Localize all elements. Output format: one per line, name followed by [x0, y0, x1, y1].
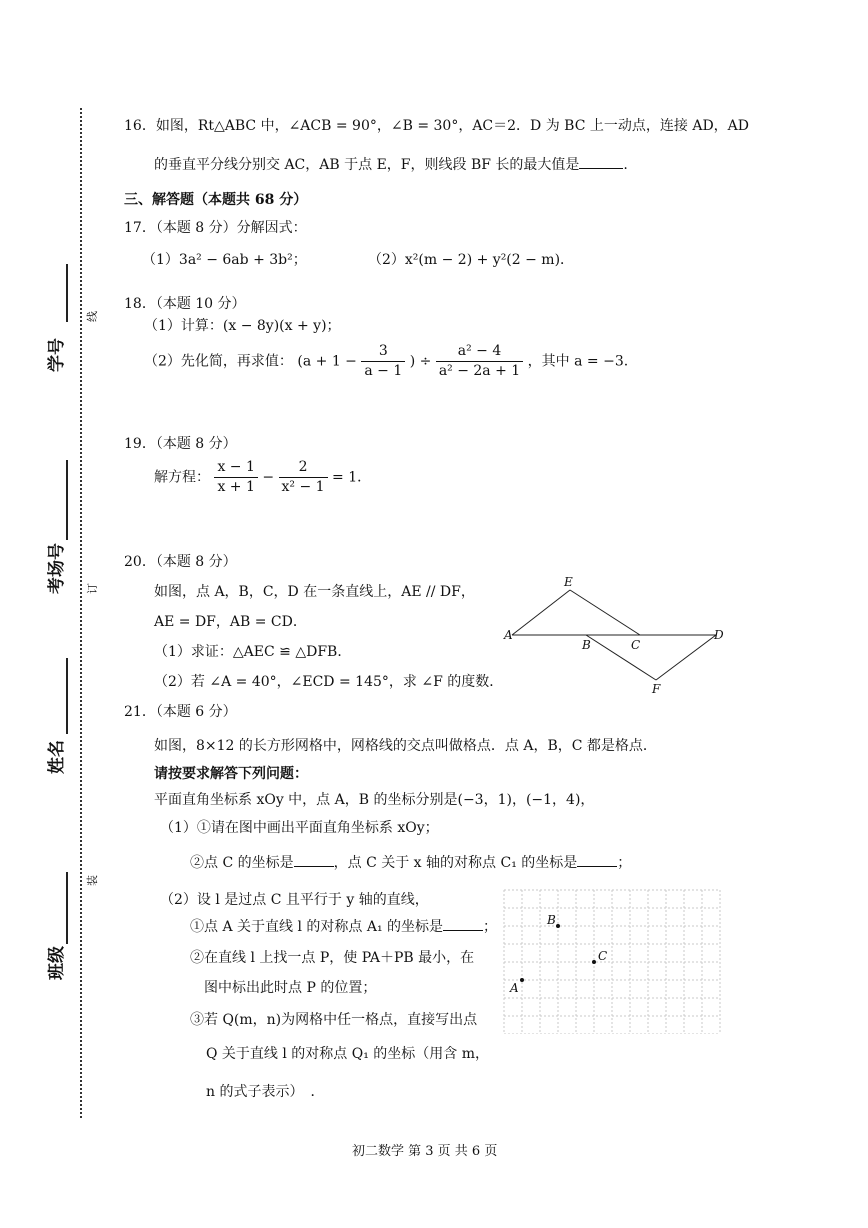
q18-part2-tail: ，其中 a = −3.: [527, 353, 629, 370]
q19-minus: −: [262, 469, 275, 486]
q19-equation: [154, 458, 371, 497]
label-B: B: [582, 638, 591, 652]
label-E: E: [564, 575, 573, 589]
exam-room-underline: [66, 460, 68, 540]
q18-part2-label: （2）先化简，再求值：: [144, 353, 293, 370]
q21-a1-coord-blank[interactable]: [443, 916, 483, 931]
q18-fraction-2-num: a² − 4: [436, 342, 523, 362]
segment-AE: [512, 590, 570, 635]
segment-BF: [586, 635, 656, 680]
q21-part2-3a: ③若 Q(m，n)为网格中任一格点，直接写出点: [190, 1012, 478, 1028]
q16-line2: [154, 154, 628, 175]
name-label: 姓名: [47, 740, 67, 774]
q19-fraction-2-num: 2: [279, 458, 328, 478]
point-B: [556, 924, 560, 928]
q18-part1: （1）计算：(x − 8y)(x + y)；: [144, 318, 341, 334]
q18-fraction-1-num: 3: [361, 342, 405, 362]
q16-line2-text: 的垂直平分线分别交 AC，AB 于点 E，F，则线段 BF 长的最大值是: [154, 157, 580, 173]
label-C: C: [631, 638, 641, 652]
q21-line1: 如图，8×12 的长方形网格中，网格线的交点叫做格点．点 A，B，C 都是格点．: [154, 738, 657, 754]
q21-part2-3c: n 的式子表示） ．: [206, 1084, 325, 1100]
q19-label: 解方程：: [154, 469, 210, 486]
q20-figure: [500, 574, 730, 698]
q20-line1: 如图，点 A，B，C，D 在一条直线上，AE // DF，: [154, 584, 475, 600]
page-footer: 初二数学 第 3 页 共 6 页: [352, 1144, 498, 1159]
q17-part1: （1）3a² − 6ab + 3b²；: [142, 252, 307, 268]
q19-fraction-2-den: x² − 1: [281, 479, 325, 495]
q19-fraction-1-den: x + 1: [217, 479, 255, 495]
q21-part1-1: （1）①请在图中画出平面直角坐标系 xOy；: [160, 820, 439, 836]
q20-part1: （1）求证：△AEC ≌ △DFB．: [154, 644, 352, 660]
grid-label-A: A: [510, 981, 519, 995]
grid-label-C: C: [598, 949, 608, 963]
q21-line3: 平面直角坐标系 xOy 中，点 A，B 的坐标分别是(−3，1)，(−1，4)，: [154, 792, 595, 808]
q21-part1-2c: ；: [617, 855, 632, 871]
mark-ding: 订: [86, 583, 99, 594]
class-underline: [66, 872, 68, 944]
grid-lines: [504, 890, 720, 1034]
q19-tail: = 1．: [332, 469, 372, 486]
label-D: D: [714, 628, 724, 642]
q21-part1-2a: ②点 C 的坐标是: [190, 855, 294, 871]
q21-c1-coord-blank[interactable]: [577, 852, 617, 867]
q18-fraction-2-den: a² − 2a + 1: [438, 363, 521, 379]
q20-line2: AE = DF，AB = CD．: [154, 614, 307, 630]
q21-part2-1: [190, 916, 497, 937]
segment-DF: [656, 635, 716, 680]
point-C: [592, 960, 596, 964]
q19-fraction-1: [214, 458, 257, 497]
q18-title: 18．（本题 10 分）: [124, 296, 246, 312]
q19-fraction-1-num: x − 1: [214, 458, 257, 478]
q18-fraction-1: [361, 342, 405, 381]
student-id-underline: [66, 264, 68, 322]
segment-EC: [570, 590, 640, 635]
name-underline: [66, 658, 68, 734]
q17-part2: （2）x²(m − 2) + y²(2 − m)．: [368, 252, 575, 268]
q17-title: 17．（本题 8 分）分解因式：: [124, 220, 307, 236]
binding-dotted-line: [80, 108, 82, 1118]
exam-room-label: 考场号: [47, 543, 67, 594]
section3-heading: 三、解答题（本题共 68 分）: [124, 192, 308, 208]
q19-fraction-2: [279, 458, 328, 497]
q21-c-coord-blank[interactable]: [294, 852, 334, 867]
label-A: A: [504, 628, 513, 642]
point-A: [520, 978, 524, 982]
q16-answer-blank[interactable]: [579, 154, 623, 169]
q21-part2-1a: ①点 A 关于直线 l 的对称点 A₁ 的坐标是: [190, 919, 444, 935]
q21-part1-2: [190, 852, 631, 873]
q20-title: 20．（本题 8 分）: [124, 554, 237, 570]
q21-part2-2a: ②在直线 l 上找一点 P，使 PA＋PB 最小，在: [190, 950, 475, 966]
label-F: F: [652, 682, 661, 696]
q16-line1: 16．如图，Rt△ABC 中，∠ACB = 90°，∠B = 30°，AC＝2．D 为 BC 上一动点，连接 AD，AD: [124, 118, 750, 134]
q18-fraction-1-den: a − 1: [364, 363, 403, 379]
q18-fraction-2: [436, 342, 523, 381]
q21-part2-0: （2）设 l 是过点 C 且平行于 y 轴的直线，: [160, 892, 429, 908]
q18-part2: [144, 342, 628, 381]
q21-title: 21．（本题 6 分）: [124, 704, 237, 720]
q21-part2-2b: 图中标出此时点 P 的位置；: [204, 980, 377, 996]
q21-part1-2b: ，点 C 关于 x 轴的对称点 C₁ 的坐标是: [333, 855, 578, 871]
q21-part2-1b: ；: [483, 919, 498, 935]
mark-zhuang: 装: [86, 875, 99, 886]
q18-part2-div: ) ÷: [409, 353, 432, 370]
q18-part2-open: (a + 1 −: [297, 353, 357, 370]
q20-part2: （2）若 ∠A = 40°，∠ECD = 145°，求 ∠F 的度数．: [154, 674, 504, 690]
student-id-label: 学号: [47, 338, 67, 372]
q21-grid-figure: [494, 888, 726, 1034]
q21-part2-3b: Q 关于直线 l 的对称点 Q₁ 的坐标（用含 m，: [206, 1046, 490, 1062]
q21-bold-line: 请按要求解答下列问题：: [154, 766, 308, 782]
class-label: 班级: [47, 946, 67, 980]
q16-line2-end: .: [623, 157, 628, 173]
mark-xian: 线: [86, 311, 99, 322]
q19-title: 19．（本题 8 分）: [124, 436, 237, 452]
grid-label-B: B: [547, 913, 556, 927]
